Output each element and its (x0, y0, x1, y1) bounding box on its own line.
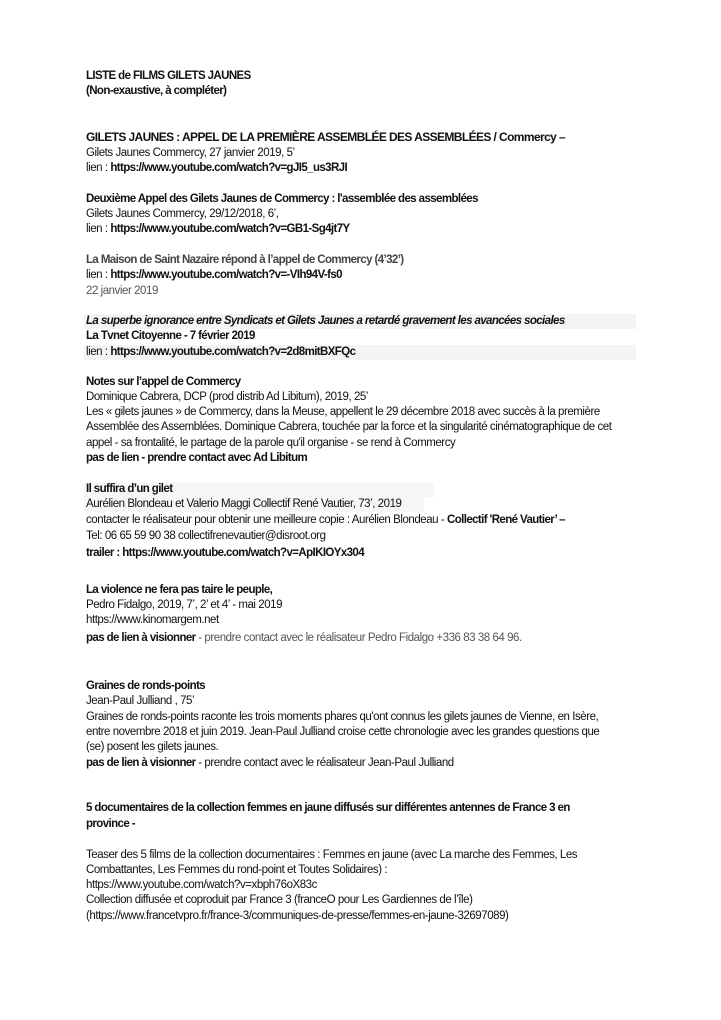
film-website[interactable]: https://www.kinomargem.net (86, 614, 219, 626)
film-press-link[interactable]: (https://www.francetvpro.fr/france-3/communiques-de-presse/femmes-en-jaune-32697089) (86, 910, 509, 922)
film-note-contact: - prendre contact avec le réalisateur Jean-Paul Julliand (195, 757, 454, 769)
film-title: Deuxième Appel des Gilets Jaunes de Commercy : l'assemblée des assemblées (86, 193, 478, 205)
film-description-line: entre novembre 2018 et juin 2019. Jean-Paul Julliand croise cette chronologie avec les grandes questions que (86, 726, 600, 738)
film-description-line: Teaser des 5 films de la collection documentaires : Femmes en jaune (avec La marche des Femmes, Les (86, 849, 578, 861)
link-label: lien : (86, 223, 111, 235)
film-link[interactable]: https://www.youtube.com/watch?v=GB1-Sg4jt7Y (110, 223, 350, 235)
film-note-row (86, 756, 454, 771)
film-description-line: Graines de ronds-points raconte les trois moments phares qu'ont connus les gilets jaunes de Vienne, en Isère, (86, 711, 599, 723)
link-label: trailer : (86, 547, 123, 559)
film-contact-row (86, 513, 565, 528)
film-info: La Tvnet Citoyenne - 7 février 2019 (86, 330, 255, 342)
film-title: La superbe ignorance entre Syndicats et Gilets Jaunes a retardé gravement les avancées sociales (86, 315, 565, 327)
contact-collective: Collectif 'René Vautier’ – (447, 514, 565, 526)
link-label: lien : (86, 346, 111, 358)
film-link-row (86, 345, 355, 360)
film-info: Pedro Fidalgo, 2019, 7’, 2’ et 4’ - mai 2019 (86, 599, 283, 611)
film-info: Aurélien Blondeau et Valerio Maggi Collectif René Vautier, 73’, 2019 (86, 498, 402, 510)
film-title: Graines de ronds-points (86, 680, 206, 692)
film-note-contact: - prendre contact avec le réalisateur Pedro Fidalgo +336 83 38 64 96. (195, 632, 522, 644)
link-label: lien : (86, 162, 111, 174)
film-description-line: appel - sa frontalité, le partage de la parole qu'il organise - se rend à Commercy (86, 437, 456, 449)
film-link-row (86, 546, 364, 561)
film-link[interactable]: https://www.youtube.com/watch?v=xbph76oX83c (86, 879, 317, 891)
film-title: Il suffira d’un gilet (86, 483, 173, 495)
film-description-line: Assemblée des Assemblées. Dominique Cabrera, touchée par la force et la singularité cinématographique de cet (86, 421, 612, 433)
film-info: Dominique Cabrera, DCP (prod distrib Ad Libitum), 2019, 25’ (86, 391, 368, 403)
film-link[interactable]: https://www.youtube.com/watch?v=ApIKIOYx304 (122, 547, 365, 559)
film-title: La Maison de Saint Nazaire répond à l’appel de Commercy (4’32’) (86, 254, 404, 266)
film-link[interactable]: https://www.youtube.com/watch?v=gJI5_us3RJI (110, 162, 348, 174)
film-info: Jean-Paul Julliand , 75’ (86, 695, 195, 707)
film-info: Gilets Jaunes Commercy, 29/12/2018, 6’, (86, 208, 279, 220)
film-description-line: (se) posent les gilets jaunes. (86, 741, 219, 753)
film-title: La violence ne fera pas taire le peuple, (86, 584, 273, 596)
document-subtitle: (Non-exaustive, à compléter) (86, 85, 227, 97)
film-link[interactable]: https://www.youtube.com/watch?v=2d8mitBXFQc (110, 346, 356, 358)
film-title: GILETS JAUNES : APPEL DE LA PREMIÈRE ASSEMBLÉE DES ASSEMBLÉES / Commercy – (86, 130, 566, 144)
film-link-row (86, 268, 342, 283)
film-note-row (86, 631, 522, 646)
contact-text: contacter le réalisateur pour obtenir une meilleure copie : Aurélien Blondeau - (86, 514, 447, 526)
document-title: LISTE de FILMS GILETS JAUNES (86, 70, 251, 82)
film-date: 22 janvier 2019 (86, 285, 158, 297)
film-link-row (86, 161, 347, 176)
film-title-continued: province - (86, 818, 135, 830)
film-note: pas de lien - prendre contact avec Ad Libitum (86, 452, 308, 464)
film-title: Notes sur l’appel de Commercy (86, 376, 241, 388)
film-note-bold: pas de lien à visionner (86, 632, 196, 644)
film-description-line: Collection diffusée et coproduit par France 3 (franceO pour Les Gardiennes de l’île) (86, 894, 473, 906)
link-label: lien : (86, 269, 111, 281)
film-title: 5 documentaires de la collection femmes en jaune diffusés sur différentes antennes de France 3 en (86, 802, 570, 814)
film-tel: Tel: 06 65 59 90 38 collectifrenevautier@disroot.org (86, 530, 326, 542)
film-description-line: Combattantes, Les Femmes du rond-point et Toutes Solidaires) : (86, 864, 388, 876)
film-link-row (86, 222, 350, 237)
film-info: Gilets Jaunes Commercy, 27 janvier 2019, 5’ (86, 147, 295, 159)
film-description-line: Les « gilets jaunes » de Commercy, dans la Meuse, appellent le 29 décembre 2018 avec succès à la première (86, 406, 600, 418)
film-link[interactable]: https://www.youtube.com/watch?v=-VIh94V-fs0 (110, 269, 342, 281)
film-note-bold: pas de lien à visionner (86, 757, 196, 769)
